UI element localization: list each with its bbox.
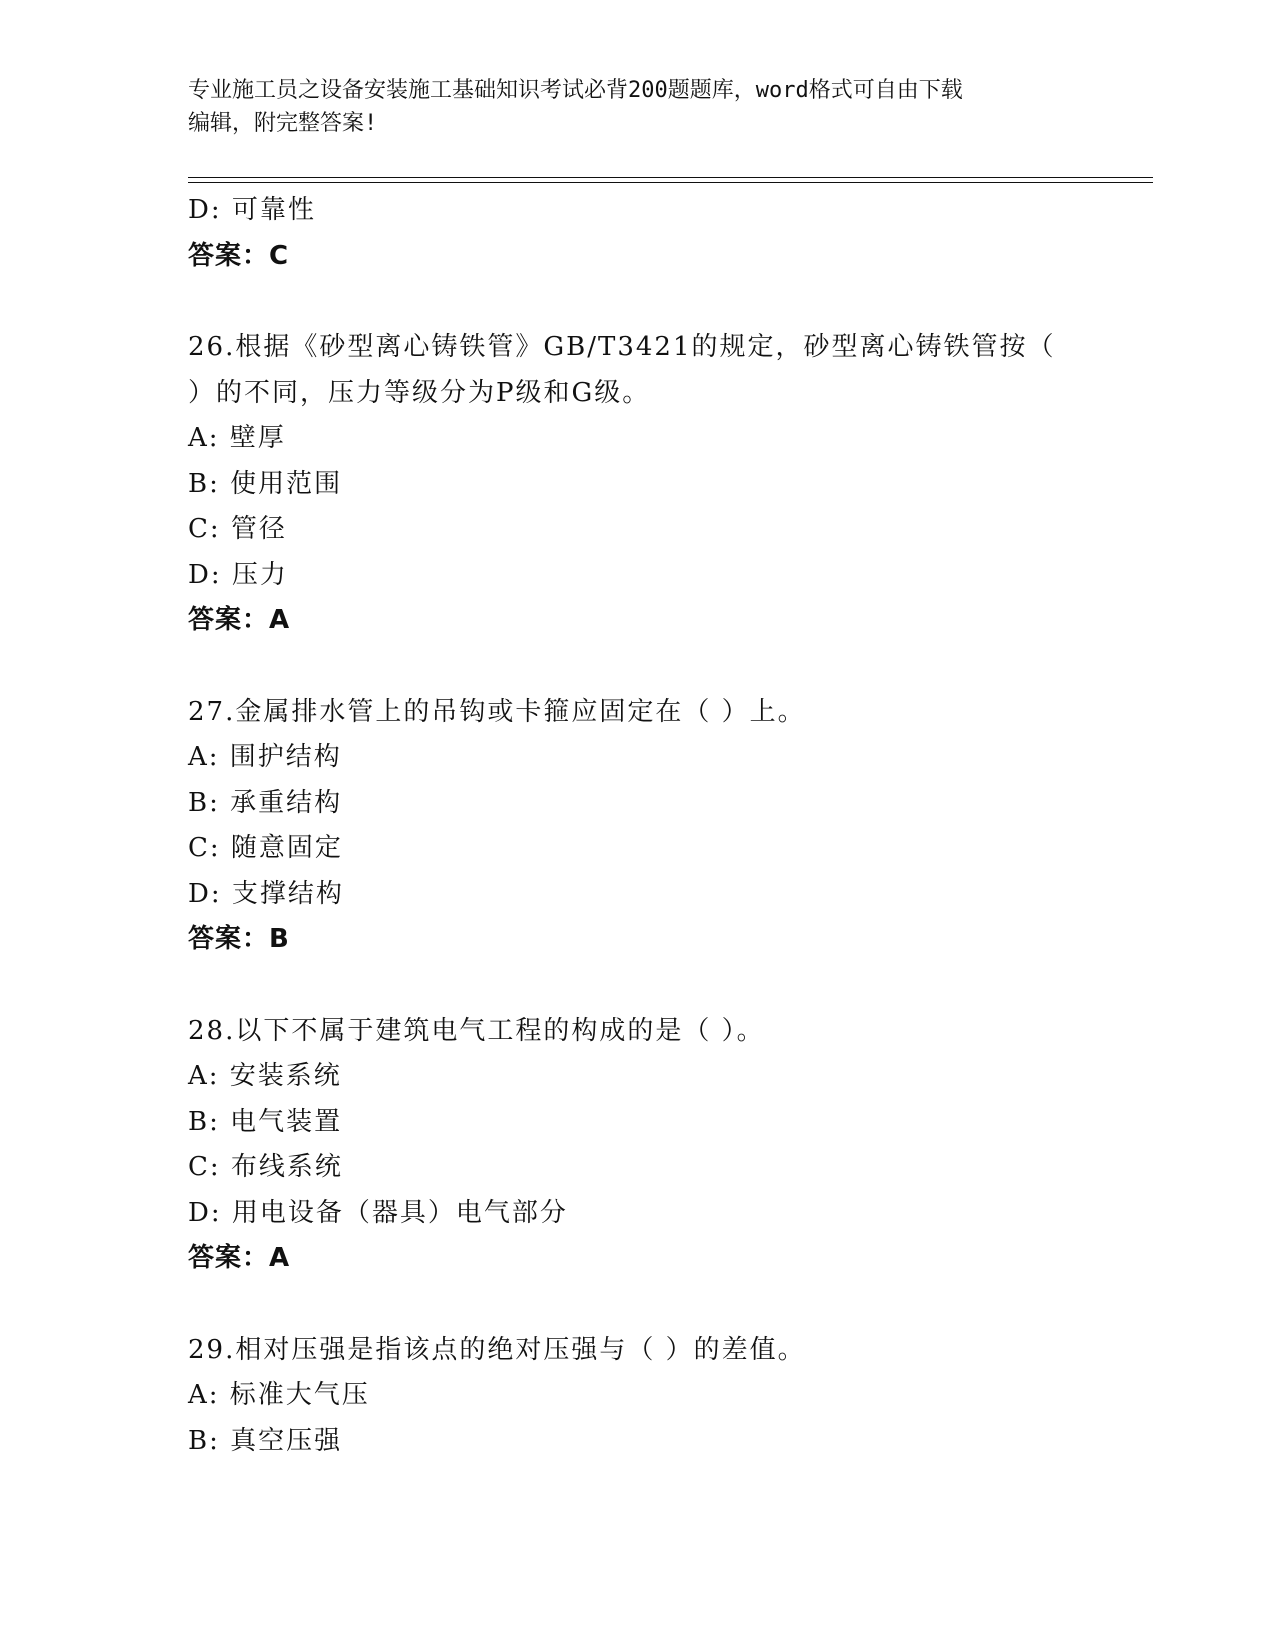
question-stem: 29.相对压强是指该点的绝对压强与（ ）的差值。 <box>188 1334 806 1365</box>
option-b: B: 承重结构 <box>188 787 343 818</box>
page-header <box>188 74 1078 140</box>
question-stem-continued: ）的不同，压力等级分为P级和G级。 <box>188 377 651 408</box>
question-list <box>188 188 1148 1464</box>
header-divider-bottom <box>188 182 1153 183</box>
option-d-prev: D: 可靠性 <box>188 195 316 225</box>
option-d: D: 压力 <box>188 559 288 590</box>
spacer <box>188 644 1148 690</box>
option-c: C: 管径 <box>188 514 287 544</box>
option-a: A: 壁厚 <box>188 423 286 453</box>
option-c: C: 布线系统 <box>188 1152 343 1182</box>
spacer <box>188 963 1148 1009</box>
question-27 <box>188 690 1148 963</box>
question-stem: 28.以下不属于建筑电气工程的构成的是（ ）。 <box>188 1015 765 1046</box>
option-b: B: 使用范围 <box>188 468 343 499</box>
question-28 <box>188 1009 1148 1282</box>
option-d: D: 支撑结构 <box>188 878 344 909</box>
question-26 <box>188 325 1148 644</box>
header-line-2: 编辑，附完整答案! <box>188 111 378 136</box>
spacer <box>188 1282 1148 1328</box>
option-d: D: 用电设备（器具）电气部分 <box>188 1197 568 1228</box>
option-a: A: 安装系统 <box>188 1061 342 1091</box>
answer: 答案：A <box>188 605 291 635</box>
question-29 <box>188 1328 1148 1465</box>
option-a: A: 围护结构 <box>188 742 342 772</box>
question-stem: 26.根据《砂型离心铸铁管》GB/T3421的规定，砂型离心铸铁管按（ <box>188 332 1056 362</box>
spacer <box>188 279 1148 325</box>
option-b: B: 真空压强 <box>188 1425 343 1456</box>
header-line-1: 专业施工员之设备安装施工基础知识考试必背200题题库，word格式可自由下载 <box>188 78 963 103</box>
question-stem: 27.金属排水管上的吊钩或卡箍应固定在（ ）上。 <box>188 696 806 727</box>
option-c: C: 随意固定 <box>188 833 343 863</box>
option-a: A: 标准大气压 <box>188 1380 370 1410</box>
answer: 答案：A <box>188 1243 291 1273</box>
answer: 答案：B <box>188 924 290 954</box>
answer-prev: 答案：C <box>188 240 290 271</box>
header-divider-top <box>188 177 1153 178</box>
option-b: B: 电气装置 <box>188 1106 343 1137</box>
